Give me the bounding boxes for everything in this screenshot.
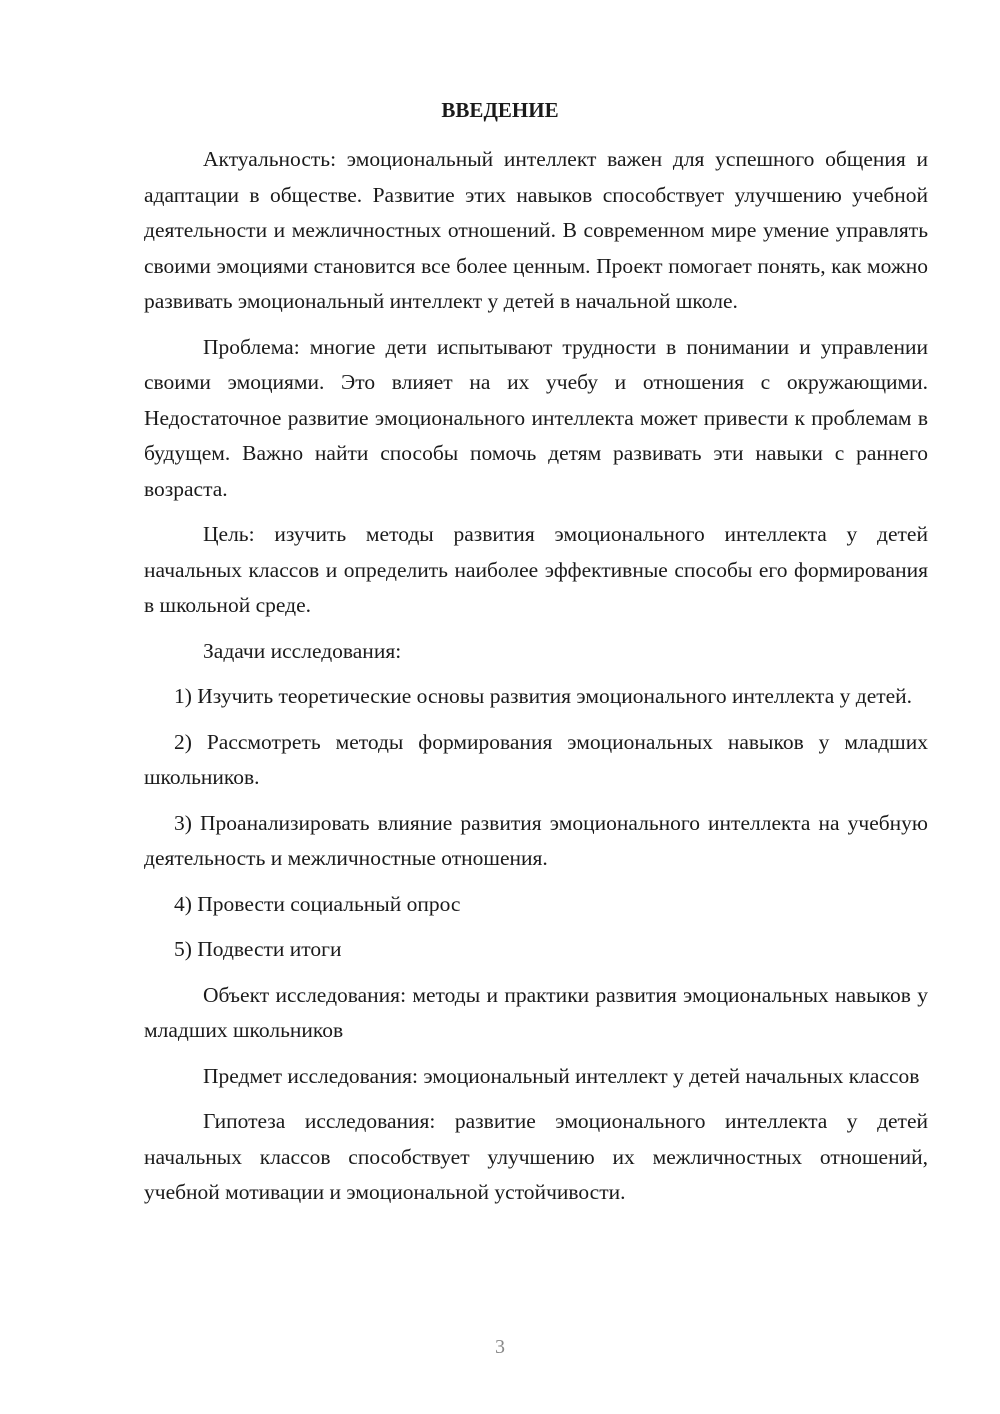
document-body [144,142,928,1221]
tasks-list [144,679,928,968]
list-item: 5) Подвести итоги [174,937,342,961]
page-number: 3 [495,1336,505,1358]
list-item: 1) Изучить теоретические основы развития эмоционального интеллекта у детей. [174,684,913,708]
paragraph-relevance: Актуальность: эмоциональный интеллект важен для успешного общения и адаптации в обществе. Развитие этих навыков способствует улучшению учебной деятельности и межличностных отношений. В современном мире умение управлять своими эмоциями становится все более ценным. Проект помогает понять, как можно развивать эмоциональный интеллект у детей в начальной школе. [144,147,928,313]
list-item: 4) Провести социальный опрос [174,891,461,916]
paragraph-hypothesis: Гипотеза исследования: развитие эмоционального интеллекта у детей начальных классов способствует улучшению их межличностных отношений, учебной мотивации и эмоциональной устойчивости. [144,1109,928,1204]
tasks-heading: Задачи исследования: [203,638,402,663]
paragraph-problem: Проблема: многие дети испытывают трудности в понимании и управлении своими эмоциями. Это влияет на их учебу и отношения с окружающими. Недостаточное развитие эмоционального интеллекта может привести к проблемам в будущем. Важно найти способы помочь детям развивать эти навыки с раннего возраста. [144,334,928,501]
paragraph-subject: Предмет исследования: эмоциональный интеллект у детей начальных классов [203,1063,920,1088]
page-title: ВВЕДЕНИЕ [441,98,559,122]
paragraph-goal: Цель: изучить методы развития эмоционального интеллекта у детей начальных классов и определить наиболее эффективные способы его формирования в школьной среде. [144,522,928,617]
list-item: 3) Проанализировать влияние развития эмоционального интеллекта на учебную деятельность и межличностные отношения. [144,810,928,870]
list-item: 2) Рассмотреть методы формирования эмоциональных навыков у младших школьников. [144,729,928,789]
paragraph-object: Объект исследования: методы и практики развития эмоциональных навыков у младших школьников [144,982,928,1042]
